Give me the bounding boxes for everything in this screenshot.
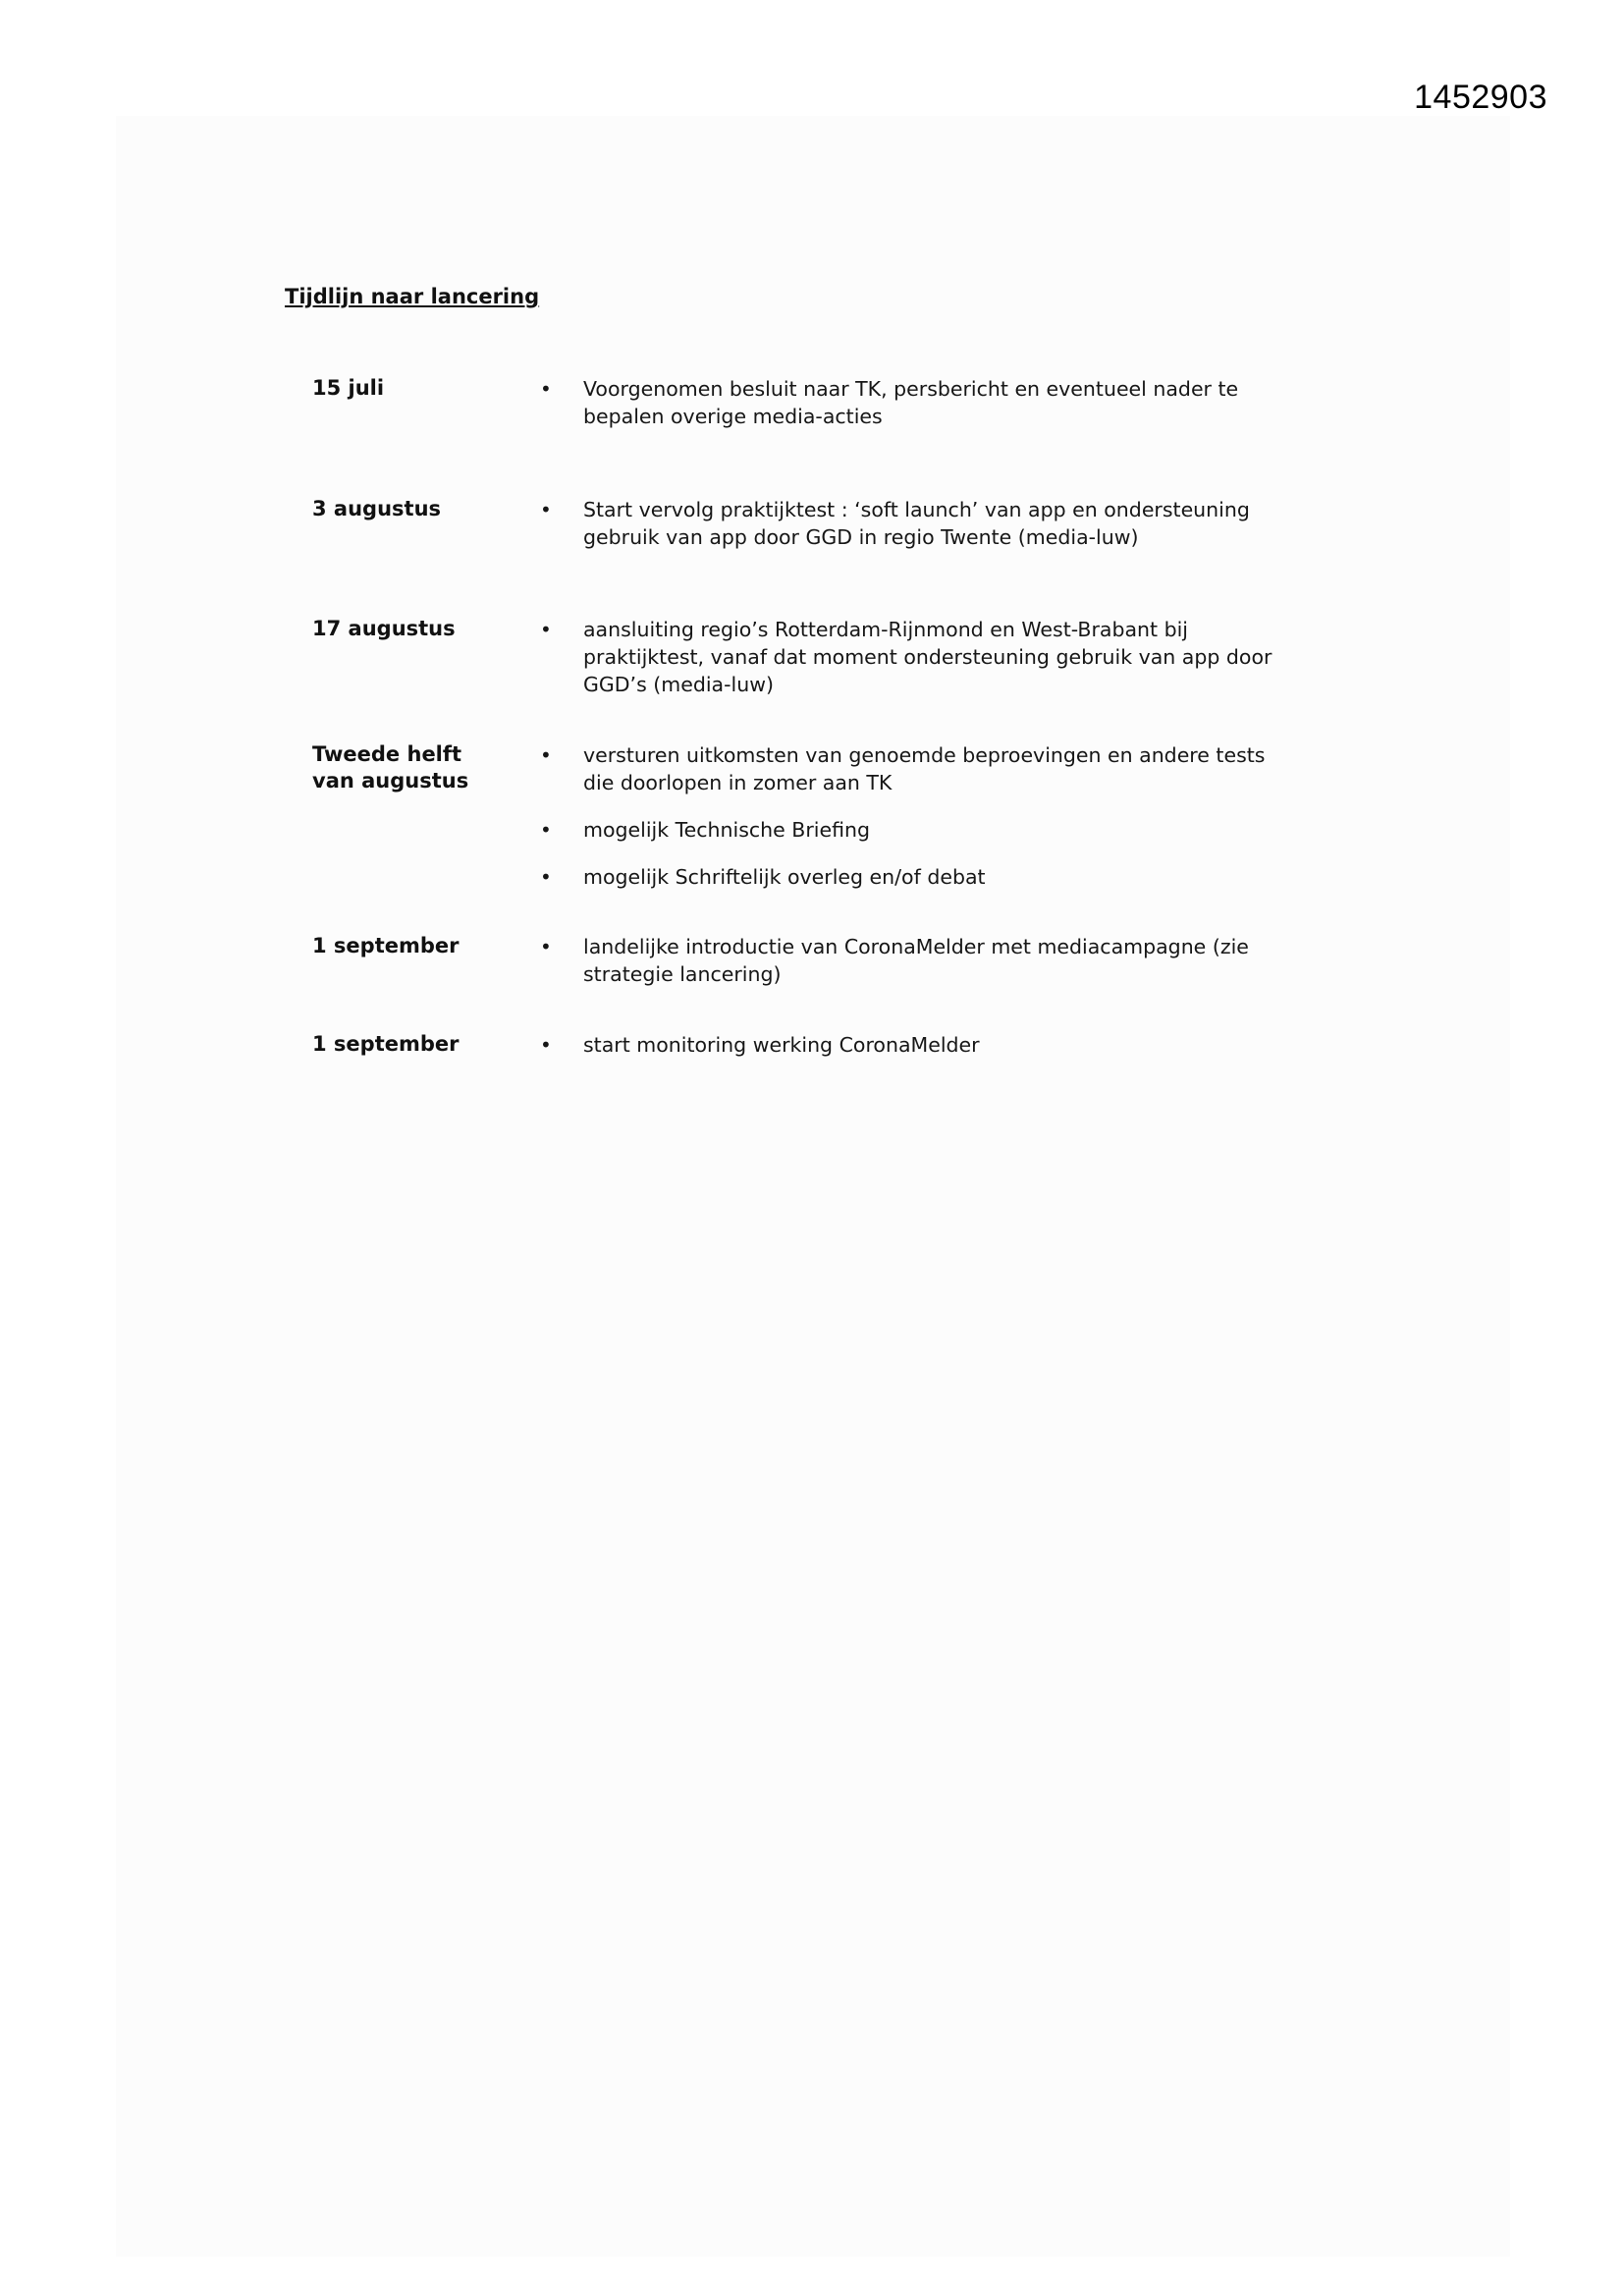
bullet-icon: • bbox=[540, 865, 552, 889]
bullet-icon: • bbox=[540, 377, 552, 401]
timeline-entry bbox=[312, 933, 1333, 988]
timeline-date: 3 augustus bbox=[312, 497, 442, 520]
timeline-date: 15 juli bbox=[312, 376, 385, 400]
bullet-icon: • bbox=[540, 618, 552, 641]
timeline-item-list bbox=[538, 616, 1333, 698]
timeline-item-list bbox=[538, 1031, 1333, 1059]
timeline-date: 17 augustus bbox=[312, 617, 456, 640]
timeline-item-list bbox=[538, 375, 1333, 430]
timeline-date: 1 september bbox=[312, 1032, 460, 1056]
timeline-item bbox=[538, 741, 1333, 796]
timeline-item-list bbox=[538, 741, 1333, 891]
timeline-item-text: start monitoring werking CoronaMelder bbox=[583, 1033, 980, 1057]
timeline-item-text: Start vervolg praktijktest : ‘soft launch’ van app en ondersteuning gebruik van app door GGD in regio Twente (media-luw) bbox=[583, 498, 1250, 549]
timeline-item bbox=[538, 816, 1333, 844]
timeline-item-list bbox=[538, 933, 1333, 988]
timeline-item bbox=[538, 496, 1333, 551]
timeline-item bbox=[538, 375, 1333, 430]
document-number: 1452903 bbox=[1414, 79, 1547, 116]
timeline-item-text: Voorgenomen besluit naar TK, persbericht en eventueel nader te bepalen overige media-acties bbox=[583, 377, 1239, 428]
bullet-icon: • bbox=[540, 498, 552, 521]
timeline-entry bbox=[312, 616, 1333, 698]
timeline-item-text: mogelijk Technische Briefing bbox=[583, 818, 871, 842]
section-title: Tijdlijn naar lancering bbox=[285, 285, 540, 308]
bullet-icon: • bbox=[540, 935, 552, 958]
timeline-item-list bbox=[538, 496, 1333, 551]
timeline-date: 1 september bbox=[312, 934, 460, 957]
timeline-item-text: versturen uitkomsten van genoemde beproevingen en andere tests die doorlopen in zomer aan TK bbox=[583, 743, 1266, 794]
bullet-icon: • bbox=[540, 743, 552, 767]
timeline-item-text: aansluiting regio’s Rotterdam-Rijnmond en West-Brabant bij praktijktest, vanaf dat moment ondersteuning gebruik van app door GGD’s (media-luw) bbox=[583, 618, 1272, 696]
timeline-item bbox=[538, 863, 1333, 891]
timeline-item bbox=[538, 1031, 1333, 1059]
bullet-icon: • bbox=[540, 1033, 552, 1057]
timeline-date: Tweede helft van augustus bbox=[312, 742, 469, 793]
timeline-item-text: landelijke introductie van CoronaMelder met mediacampagne (zie strategie lancering) bbox=[583, 935, 1249, 986]
bullet-icon: • bbox=[540, 818, 552, 842]
timeline-item bbox=[538, 616, 1333, 698]
timeline-item bbox=[538, 933, 1333, 988]
timeline-entry bbox=[312, 741, 1333, 891]
timeline-entry bbox=[312, 375, 1333, 430]
timeline-entry bbox=[312, 1031, 1333, 1059]
timeline-item-text: mogelijk Schriftelijk overleg en/of debat bbox=[583, 865, 986, 889]
timeline bbox=[312, 375, 1333, 1059]
timeline-entry bbox=[312, 496, 1333, 551]
